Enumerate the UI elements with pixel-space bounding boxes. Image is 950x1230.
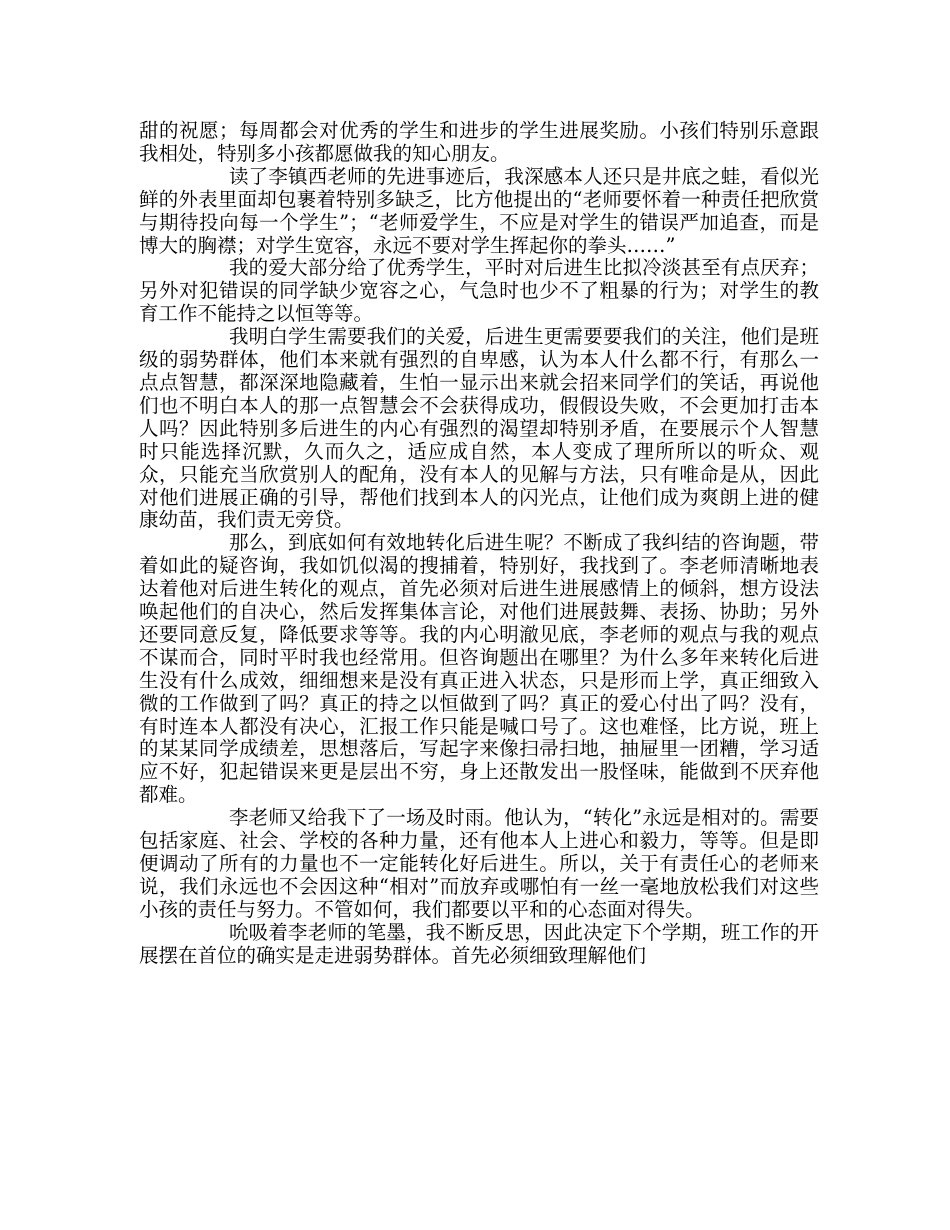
paragraph-4: 我明白学生需要我们的关爱，后进生更需要要我们的关注，他们是班级的弱势群体，他们本来就有强烈的自卑感，认为本人什么都不行，有那么一点点智慧，都深深地隐藏着，生怕一显示出来就会招来同学们的笑话，再说他们也不明白本人的那一点智慧会不会获得成功，假假设失败，不会更加打击本人吗？因此特别多后进生的内心有强烈的渴望却特别矛盾，在要展示个人智慧时只能选择沉默，久而久之，适应成自然，本人变成了理所所以的听众、观众，只能充当欣赏别人的配角，没有本人的见解与方法，只有唯命是从，因此对他们进展正确的引导，帮他们找到本人的闪光点，让他们成为爽朗上进的健康幼苗，我们责无旁贷。 [139,325,819,532]
paragraph-7: 吮吸着李老师的笔墨，我不断反思，因此决定下个学期，班工作的开展摆在首位的确实是走进弱势群体。首先必须细致理解他们 [139,920,819,967]
document-page [139,120,819,968]
paragraph-5: 那么，到底如何有效地转化后进生呢？不断成了我纠结的咨询题，带着如此的疑咨询，我如饥似渴的搜捕着，特别好，我找到了。李老师清晰地表达着他对后进生转化的观点，首先必须对后进生进展感情上的倾斜，想方设法唤起他们的自决心，然后发挥集体言论，对他们进展鼓舞、表扬、协助；另外还要同意反复，降低要求等等。我的内心明澈见底，李老师的观点与我的观点不谋而合，同时平时我也经常用。但咨询题出在哪里？为什么多年来转化后进生没有什么成效，细细想来是没有真正进入状态，只是形而上学，真正细致入微的工作做到了吗？真正的持之以恒做到了吗？真正的爱心付出了吗？没有，有时连本人都没有决心，汇报工作只能是喊口号了。这也难怪，比方说，班上的某某同学成绩差，思想落后，写起字来像扫帚扫地，抽屉里一团糟，学习适应不好，犯起错误来更是层出不穷，身上还散发出一股怪味，能做到不厌弃他都难。 [139,531,819,807]
paragraph-3: 我的爱大部分给了优秀学生，平时对后进生比拟冷淡甚至有点厌弃；另外对犯错误的同学缺少宽容之心，气急时也少不了粗暴的行为；对学生的教育工作不能持之以恒等等。 [139,256,819,326]
paragraph-2: 读了李镇西老师的先进事迹后，我深感本人还只是井底之蛙，看似光鲜的外表里面却包裹着特别多缺乏，比方他提出的“老师要怀着一种责任把欣赏与期待投向每一个学生”；“老师爱学生，不应是对学生的错误严加追查，而是博大的胸襟；对学生宽容，永远不要对学生挥起你的拳头……” [139,164,819,257]
paragraph-6: 李老师又给我下了一场及时雨。他认为，“转化”永远是相对的。需要包括家庭、社会、学校的各种力量，还有他本人上进心和毅力，等等。但是即便调动了所有的力量也不一定能转化好后进生。所以，关于有责任心的老师来说，我们永远也不会因这种“相对”而放弃或哪怕有一丝一毫地放松我们对这些小孩的责任与努力。不管如何，我们都要以平和的心态面对得失。 [139,806,819,921]
paragraph-1: 甜的祝愿；每周都会对优秀的学生和进步的学生进展奖励。小孩们特别乐意跟我相处，特别多小孩都愿做我的知心朋友。 [139,119,819,165]
